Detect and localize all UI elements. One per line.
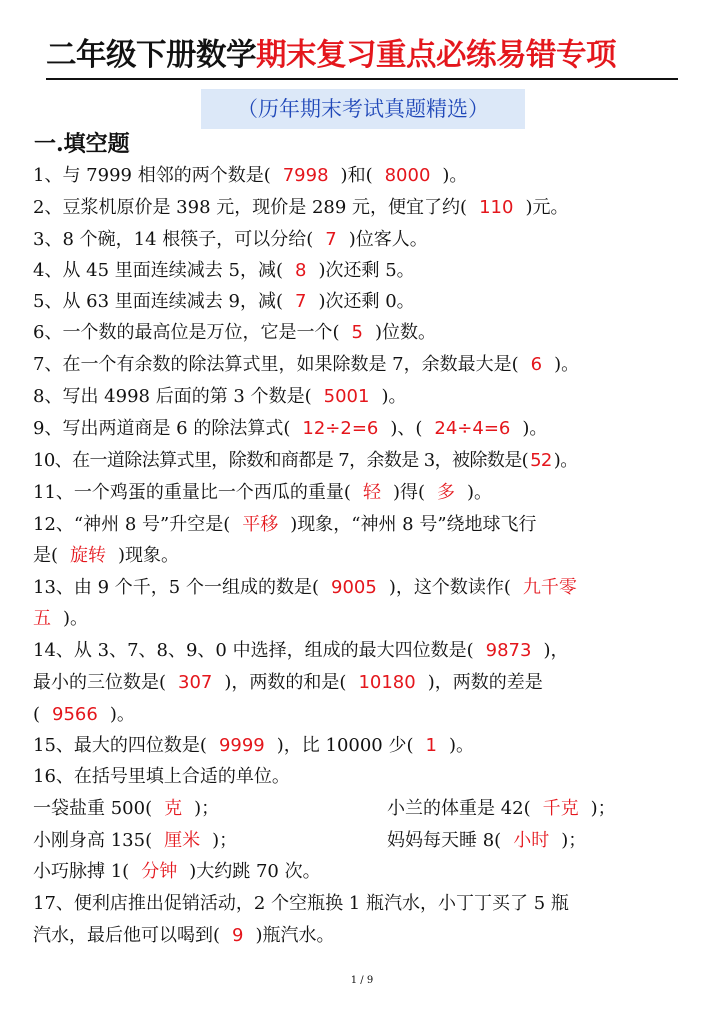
question-14 bbox=[33, 635, 698, 667]
question-text: )； bbox=[590, 798, 616, 819]
question-16-row-1 bbox=[33, 793, 698, 825]
subtitle-banner: （历年期末考试真题精选） bbox=[201, 89, 525, 129]
question-1 bbox=[33, 160, 698, 192]
answer: 小时 bbox=[513, 830, 550, 851]
title-red-part: 期末复习重点必练易错专项 bbox=[256, 38, 616, 73]
question-12 bbox=[33, 509, 698, 541]
unit-item bbox=[387, 830, 586, 851]
question-text: )。 bbox=[109, 704, 135, 725]
question-14-continued bbox=[33, 667, 698, 699]
answer: 8 bbox=[295, 260, 307, 281]
question-text: 4、从 45 里面连续减去 5，减( bbox=[33, 260, 283, 281]
question-text: 最小的三位数是( bbox=[33, 672, 167, 693]
question-text: 小兰的体重是 42( bbox=[387, 798, 531, 819]
question-17-continued bbox=[33, 920, 698, 952]
question-text: 小刚身高 135( bbox=[33, 830, 153, 851]
answer: 8000 bbox=[384, 165, 431, 186]
question-text: 是( bbox=[33, 545, 59, 566]
question-text: )现象，“神州 8 号”绕地球飞行 bbox=[290, 514, 537, 535]
page-number: 1 / 9 bbox=[350, 975, 374, 986]
question-text: )位客人。 bbox=[348, 229, 428, 250]
question-text: )。 bbox=[448, 735, 474, 756]
answer: 9873 bbox=[485, 640, 532, 661]
question-text: 15、最大的四位数是( bbox=[33, 735, 207, 756]
question-text: )， bbox=[543, 640, 569, 661]
question-13-continued bbox=[33, 603, 698, 635]
question-text: )，两数的差是 bbox=[427, 672, 543, 693]
question-15 bbox=[33, 730, 698, 762]
question-text: 5、从 63 里面连续减去 9，减( bbox=[33, 291, 283, 312]
answer: 9566 bbox=[52, 704, 98, 725]
answer: 10180 bbox=[358, 672, 416, 693]
question-text: )元。 bbox=[525, 197, 569, 218]
question-6 bbox=[33, 317, 698, 349]
question-17 bbox=[33, 888, 698, 920]
answer: 6 bbox=[530, 354, 543, 375]
answer: 12÷2=6 bbox=[302, 418, 379, 439]
question-text: 11、一个鸡蛋的重量比一个西瓜的重量( bbox=[33, 482, 351, 503]
question-16-row-3 bbox=[33, 856, 698, 888]
question-16 bbox=[33, 761, 698, 793]
question-5 bbox=[33, 286, 698, 318]
question-text: 2、豆浆机原价是 398 元，现价是 289 元，便宜了约( bbox=[33, 197, 468, 218]
unit-item bbox=[33, 793, 387, 825]
question-text: 12、“神州 8 号”升空是( bbox=[33, 514, 231, 535]
question-text: 妈妈每天睡 8( bbox=[387, 830, 502, 851]
question-text: 汽水，最后他可以喝到( bbox=[33, 925, 221, 946]
question-text: 6、一个数的最高位是万位，它是一个( bbox=[33, 322, 340, 343]
section-heading: 一.填空题 bbox=[34, 131, 130, 157]
question-text: )瓶汽水。 bbox=[255, 925, 335, 946]
question-8 bbox=[33, 381, 698, 413]
question-text: 一袋盐重 500( bbox=[33, 798, 153, 819]
question-text: )。 bbox=[442, 165, 468, 186]
answer: 24÷4=6 bbox=[434, 418, 511, 439]
question-2 bbox=[33, 192, 698, 224]
question-text: )； bbox=[194, 798, 220, 819]
title-black-part: 二年级下册数学 bbox=[46, 38, 256, 73]
question-text: 9、写出两道商是 6 的除法算式( bbox=[33, 418, 291, 439]
title-underline bbox=[46, 78, 678, 80]
answer: 厘米 bbox=[164, 830, 201, 851]
question-text: )。 bbox=[63, 608, 89, 629]
answer: 307 bbox=[178, 672, 213, 693]
question-14-continued-2 bbox=[33, 699, 698, 731]
question-text: )。 bbox=[466, 482, 493, 503]
question-7 bbox=[33, 349, 698, 381]
answer: 千克 bbox=[542, 798, 579, 819]
question-text: )得( bbox=[392, 482, 425, 503]
question-4 bbox=[33, 255, 698, 287]
answer: 7998 bbox=[282, 165, 329, 186]
answer: 7 bbox=[295, 291, 307, 312]
question-text: 14、从 3、7、8、9、0 中选择，组成的最大四位数是( bbox=[33, 640, 474, 661]
page-title bbox=[46, 36, 680, 76]
question-text: )。 bbox=[381, 386, 407, 407]
question-text: 10、在一道除法算式里，除数和商都是 7，余数是 3，被除数是( bbox=[33, 450, 529, 471]
question-text: 3、8 个碗，14 根筷子，可以分给( bbox=[33, 229, 314, 250]
question-text: )次还剩 0。 bbox=[318, 291, 415, 312]
question-text: )，两数的和是( bbox=[224, 672, 347, 693]
question-text: )位数。 bbox=[374, 322, 436, 343]
question-text: )。 bbox=[553, 450, 578, 471]
question-text: )； bbox=[561, 830, 587, 851]
answer: 110 bbox=[479, 197, 514, 218]
question-text: 13、由 9 个千，5 个一组成的数是( bbox=[33, 577, 319, 598]
question-9 bbox=[33, 413, 698, 445]
answer: 1 bbox=[425, 735, 437, 756]
question-text: )次还剩 5。 bbox=[318, 260, 415, 281]
question-text: 1、与 7999 相邻的两个数是( bbox=[33, 165, 271, 186]
question-text: )，这个数读作( bbox=[388, 577, 511, 598]
question-13 bbox=[33, 572, 698, 604]
answer: 五 bbox=[33, 608, 51, 629]
question-text: )、( bbox=[390, 418, 423, 439]
question-text: )，比 10000 少( bbox=[276, 735, 414, 756]
unit-item bbox=[33, 825, 387, 857]
question-text: )现象。 bbox=[118, 545, 180, 566]
answer: 分钟 bbox=[141, 861, 178, 882]
question-text: 8、写出 4998 后面的第 3 个数是( bbox=[33, 386, 312, 407]
question-16-row-2 bbox=[33, 825, 698, 857]
answer: 5001 bbox=[323, 386, 370, 407]
question-11 bbox=[33, 477, 698, 509]
unit-item bbox=[387, 798, 616, 819]
question-text: 16、在括号里填上合适的单位。 bbox=[33, 766, 290, 787]
question-text: )。 bbox=[554, 354, 580, 375]
question-3 bbox=[33, 224, 698, 256]
answer: 克 bbox=[164, 798, 183, 819]
question-text: 小巧脉搏 1( bbox=[33, 861, 130, 882]
answer: 7 bbox=[325, 229, 337, 250]
answer: 9005 bbox=[331, 577, 377, 598]
answer: 旋转 bbox=[70, 545, 107, 566]
question-text: )大约跳 70 次。 bbox=[189, 861, 321, 882]
answer: 9999 bbox=[218, 735, 265, 756]
answer: 多 bbox=[436, 482, 455, 503]
answer: 5 bbox=[351, 322, 363, 343]
answer: 52 bbox=[530, 450, 552, 471]
question-text: 17、便利店推出促销活动，2 个空瓶换 1 瓶汽水，小丁丁买了 5 瓶 bbox=[33, 893, 569, 914]
answer: 轻 bbox=[362, 482, 381, 503]
question-text: ( bbox=[33, 704, 41, 725]
answer: 9 bbox=[232, 925, 244, 946]
question-text: )和( bbox=[340, 165, 373, 186]
question-10 bbox=[33, 445, 698, 477]
answer: 九千零 bbox=[522, 577, 577, 598]
question-12-continued bbox=[33, 540, 698, 572]
question-text: )； bbox=[212, 830, 238, 851]
question-text: 7、在一个有余数的除法算式里，如果除数是 7，余数最大是( bbox=[33, 354, 519, 375]
answer: 平移 bbox=[242, 514, 279, 535]
question-text: )。 bbox=[522, 418, 548, 439]
